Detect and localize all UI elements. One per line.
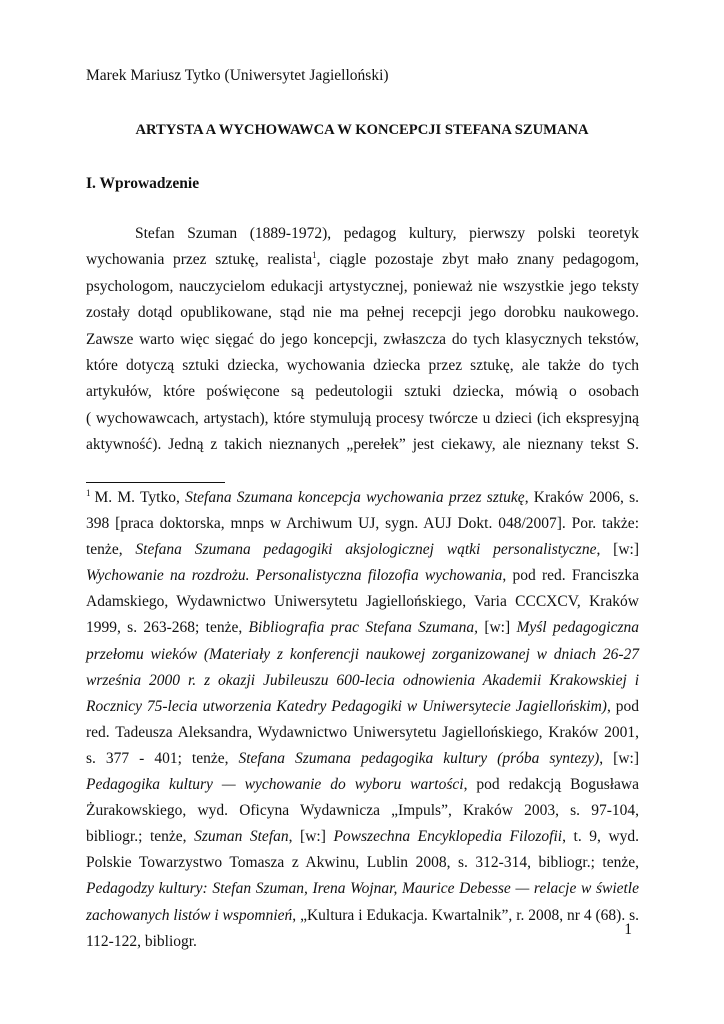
footnote-reference[interactable]: 1 bbox=[312, 250, 317, 261]
body-line: które dotyczą sztuki dziecka, wychowania dziecka przez sztukę, ale także do tych bbox=[86, 356, 639, 374]
footnote-text: , pod red. Tadeusza Aleksandra, Wydawnictwo Uniwersytetu Jagiellońskiego, Kraków 2001, s. 377 - 401; tenże, bbox=[86, 697, 640, 767]
body-paragraph bbox=[86, 221, 639, 459]
footnote-work-title: Stefana Szumana koncepcja wychowania przez sztukę bbox=[185, 489, 525, 506]
footnote-work-title: Pedagodzy kultury: Stefan Szuman, Irena Wojnar, Maurice Debesse — relacje w świetle zachowanych listów i wspomnień bbox=[86, 880, 639, 924]
footnote-text: , [w:] bbox=[599, 749, 639, 767]
footnote-text: , pod red. Franciszka Adamskiego, Wydawnictwo Uniwersytetu Jagiellońskiego, Varia CCCXCV, Kraków 1999, s. 263-268; tenże, bbox=[86, 567, 639, 637]
body-line: zostały dotąd opublikowane, stąd nie ma pełnej recepcji jego dorobku naukowego. bbox=[86, 304, 639, 322]
footnote-separator bbox=[86, 482, 225, 483]
body-line: Zawsze warto więc sięgać do jego koncepcji, zwłaszcza do tych klasycznych tekstów, bbox=[86, 330, 639, 348]
body-line: ( wychowawcach, artystach), które stymulują procesy twórcze u dzieci (ich ekspresyjną bbox=[86, 409, 639, 427]
footnote-work-title: Powszechna Encyklopedia Filozofii bbox=[333, 828, 563, 846]
body-line bbox=[86, 247, 639, 273]
footnote-text: [w:] bbox=[478, 619, 517, 637]
page-number: 1 bbox=[624, 921, 632, 938]
footnote bbox=[86, 485, 639, 955]
section-heading: I. Wprowadzenie bbox=[86, 175, 200, 192]
footnote-work-title: Stefana Szumana pedagogika kultury (próba syntezy) bbox=[238, 749, 600, 767]
article-title: ARTYSTA A WYCHOWAWCA W KONCEPCJI STEFANA SZUMANA bbox=[135, 122, 589, 138]
body-line: artykułów, które poświęcone są pedeutologii sztuki dziecka, mówią o osobach bbox=[86, 383, 639, 401]
body-line: psychologom, nauczycielom edukacji artystycznej, ponieważ nie wszystkie jego teksty bbox=[86, 277, 639, 295]
footnote-text: , t. 9, wyd. Polskie Towarzystwo Tomasza z Akwinu, Lublin 2008, s. 312-314, bibliogr.; tenże, bbox=[86, 828, 640, 872]
body-line: Stefan Szuman (1889-1972), pedagog kultury, pierwszy polski teoretyk bbox=[135, 225, 639, 242]
author-line: Marek Mariusz Tytko (Uniwersytet Jagielloński) bbox=[86, 67, 389, 84]
footnote-work-title: Stefana Szumana pedagogiki aksjologicznej wątki personalistyczne bbox=[135, 541, 597, 559]
body-line-text: , ciągle pozostaje zbyt mało znany pedagogom, bbox=[316, 251, 639, 269]
body-line-text: wychowania przez sztukę, realista bbox=[86, 251, 313, 269]
footnote-work-title: Myśl pedagogiczna przełomu wieków (Materiały z konferencji naukowej zorganizowanej w dniach 26-27 września 2000 r. z okazji Jubileuszu 600-lecia odnowienia Akademii Krakowskiej i Rocznicy 75-lecia utworzenia Katedry Pedagogiki w Uniwersytecie Jagiellońskim) bbox=[86, 619, 639, 715]
footnote-text: , „Kultura i Edukacja. Kwartalnik”, r. 2008, nr 4 (68). s. 112-122, bibliogr. bbox=[86, 906, 639, 950]
footnote-text: , Kraków 2006, s. 398 [praca doktorska, mnps w Archiwum UJ, sygn. AUJ Dokt. 048/2007]. Por. także: tenże, bbox=[86, 489, 639, 559]
footnote-text: , pod redakcją Bogusława Żurakowskiego, wyd. Oficyna Wydawnicza „Impuls”, Kraków 2003, s. 97-104, bibliogr.; tenże, bbox=[86, 776, 639, 846]
footnote-work-title: Bibliografia prac Stefana Szumana, bbox=[248, 619, 479, 637]
footnote-work-title: Wychowanie na rozdrożu. Personalistyczna filozofia wychowania bbox=[86, 567, 503, 585]
footnote-text: M. M. Tytko, bbox=[94, 489, 186, 506]
footnote-work-title: Pedagogika kultury — wychowanie do wyboru wartości bbox=[86, 776, 464, 794]
footnote-work-title: Szuman Stefan bbox=[194, 828, 289, 846]
footnote-number: 1 bbox=[86, 487, 91, 498]
footnote-text: , [w:] bbox=[596, 541, 639, 559]
body-line: aktywność). Jedną z takich nieznanych „perełek” jest ciekawy, ale nieznany tekst S. bbox=[86, 436, 639, 454]
footnote-text: , [w:] bbox=[288, 828, 334, 846]
